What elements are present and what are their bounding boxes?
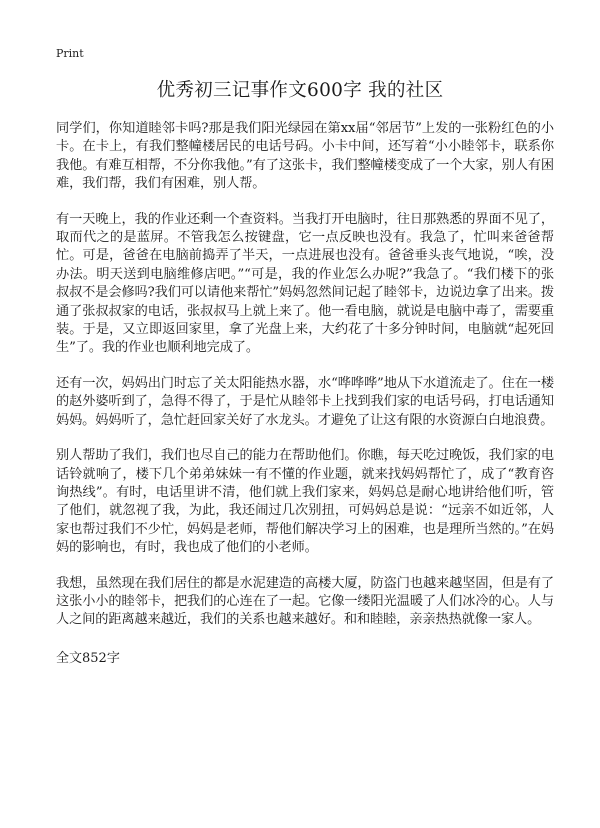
word-count: 全文852字 [56, 650, 120, 666]
paragraph-4: 别人帮助了我们，我们也尽自己的能力在帮助他们。你瞧，每天吃过晚饭，我们家的电话铃就响了，楼下几个弟弟妹妹一有不懂的作业题，就来找妈妈帮忙了，成了“教育咨询热线”。有时，电话里讲不清，他们就上我们家来，妈妈总是耐心地讲给他们听，管了他们，就忽视了我，为此，我还闹过几次别扭，可妈妈总是说：“远亲不如近邻，人家也帮过我们不少忙，妈妈是老师，帮他们解决学习上的困难，也是理所当然的。”在妈妈的影响也，有时，我也成了他们的小老师。 [56, 448, 554, 556]
article-title: 优秀初三记事作文600字 我的社区 [156, 80, 444, 101]
article-body [56, 120, 554, 666]
paragraph-2: 有一天晚上，我的作业还剩一个查资料。当我打开电脑时，往日那熟悉的界面不见了，取而代之的是蓝屏。不管我怎么按键盘，它一点反映也没有。我急了，忙叫来爸爸帮忙。可是，爸爸在电脑前捣弄了半天，一点进展也没有。爸爸垂头丧气地说，“唉，没办法。明天送到电脑维修店吧。”“可是，我的作业怎么办呢?”我急了。“我们楼下的张叔叔不是会修吗?我们可以请他来帮忙”妈妈忽然间记起了睦邻卡，边说边拿了出来。拨通了张叔叔家的电话，张叔叔马上就上来了。他一看电脑，就说是电脑中毒了，需要重装。于是，又立即返回家里，拿了光盘上来，大约花了十多分钟时间，电脑就“起死回生”了。我的作业也顺利地完成了。 [56, 211, 554, 356]
paragraph-3: 还有一次，妈妈出门时忘了关太阳能热水器，水“哗哗哗”地从下水道流走了。住在一楼的赵外婆听到了，急得不得了，于是忙从睦邻卡上找到我们家的电话号码，打电话通知妈妈。妈妈听了，急忙赶回家关好了水龙头。才避免了让这有限的水资源白白地浪费。 [56, 375, 554, 428]
paragraph-5: 我想，虽然现在我们居住的都是水泥建造的高楼大厦，防盗门也越来越坚固，但是有了这张小小的睦邻卡，把我们的心连在了一起。它像一缕阳光温暖了人们冰冷的心。人与人之间的距离越来越近，我们的关系也越来越好。和和睦睦，亲亲热热就像一家人。 [56, 575, 554, 628]
print-link[interactable]: Print [56, 47, 84, 60]
paragraph-1: 同学们，你知道睦邻卡吗?那是我们阳光绿园在第xx届“邻居节”上发的一张粉红色的小卡。在卡上，有我们整幢楼居民的电话号码。小卡中间，还写着“小小睦邻卡，联系你我他。有难互相帮，不分你我他。”有了这张卡，我们整幢楼变成了一个大家，别人有困难，我们帮，我们有困难，别人帮。 [56, 121, 554, 192]
